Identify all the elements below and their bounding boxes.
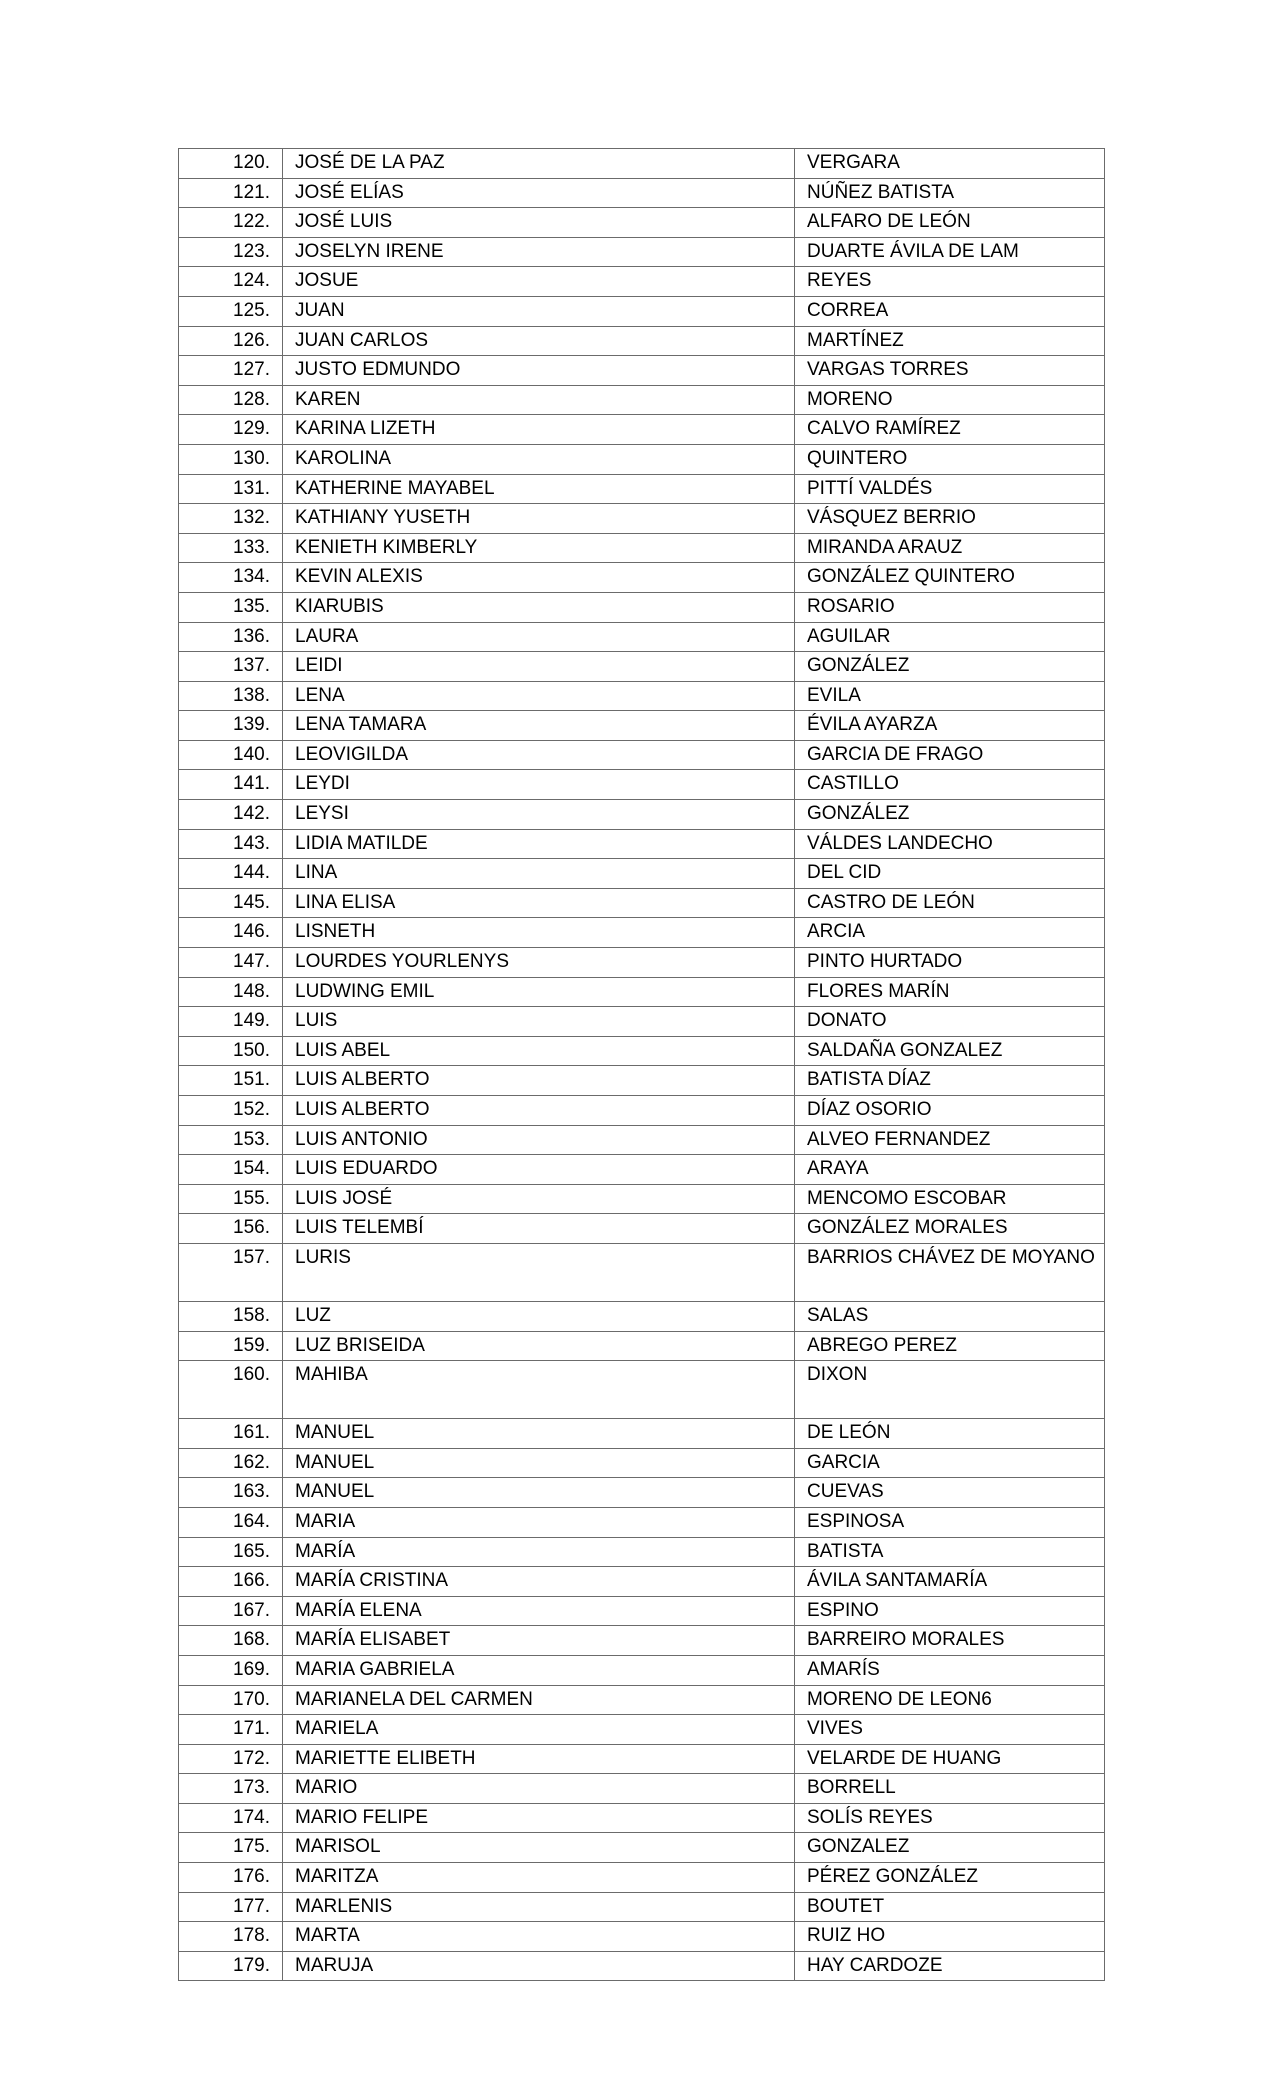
row-number: 171. [179, 1715, 283, 1745]
last-name-cell: AGUILAR [795, 622, 1105, 652]
table-row [179, 237, 1105, 267]
first-name-cell: MARÍA ELENA [283, 1596, 795, 1626]
table-row [179, 267, 1105, 297]
last-name-cell: MENCOMO ESCOBAR [795, 1184, 1105, 1214]
table-row [179, 1155, 1105, 1185]
last-name-cell: GARCIA [795, 1448, 1105, 1478]
last-name-cell: BARREIRO MORALES [795, 1626, 1105, 1656]
first-name-cell: LEYSI [283, 800, 795, 830]
first-name-cell: MARUJA [283, 1951, 795, 1981]
first-name-cell: MANUEL [283, 1478, 795, 1508]
last-name-cell: PITTÍ VALDÉS [795, 474, 1105, 504]
last-name-cell: BATISTA DÍAZ [795, 1066, 1105, 1096]
row-number: 158. [179, 1301, 283, 1331]
table-row [179, 681, 1105, 711]
first-name-cell: JUSTO EDMUNDO [283, 356, 795, 386]
table-row [179, 356, 1105, 386]
row-number: 140. [179, 740, 283, 770]
table-row [179, 800, 1105, 830]
row-number: 132. [179, 504, 283, 534]
row-number: 146. [179, 918, 283, 948]
row-number: 170. [179, 1685, 283, 1715]
table-row [179, 1301, 1105, 1331]
table-row [179, 859, 1105, 889]
last-name-cell: ÉVILA AYARZA [795, 711, 1105, 741]
last-name-cell: GONZÁLEZ [795, 800, 1105, 830]
row-number: 131. [179, 474, 283, 504]
first-name-cell: LUIS JOSÉ [283, 1184, 795, 1214]
table-row [179, 385, 1105, 415]
first-name-cell: LUIS TELEMBÍ [283, 1214, 795, 1244]
table-row [179, 1361, 1105, 1419]
last-name-cell: DE LEÓN [795, 1419, 1105, 1449]
first-name-cell: MARIA GABRIELA [283, 1655, 795, 1685]
row-number: 141. [179, 770, 283, 800]
first-name-cell: JOSELYN IRENE [283, 237, 795, 267]
table-row [179, 1744, 1105, 1774]
last-name-cell: GONZÁLEZ QUINTERO [795, 563, 1105, 593]
table-row [179, 1243, 1105, 1301]
table-row [179, 622, 1105, 652]
last-name-cell: MARTÍNEZ [795, 326, 1105, 356]
last-name-cell: EVILA [795, 681, 1105, 711]
table-row [179, 1833, 1105, 1863]
first-name-cell: KIARUBIS [283, 592, 795, 622]
row-number: 162. [179, 1448, 283, 1478]
last-name-cell: NÚÑEZ BATISTA [795, 178, 1105, 208]
last-name-cell: BOUTET [795, 1892, 1105, 1922]
first-name-cell: MARÍA CRISTINA [283, 1567, 795, 1597]
first-name-cell: KEVIN ALEXIS [283, 563, 795, 593]
table-row [179, 1007, 1105, 1037]
first-name-cell: MAHIBA [283, 1361, 795, 1419]
roster-table [178, 148, 1105, 1981]
last-name-cell: GONZÁLEZ [795, 652, 1105, 682]
first-name-cell: JUAN [283, 296, 795, 326]
first-name-cell: LAURA [283, 622, 795, 652]
first-name-cell: MARTA [283, 1922, 795, 1952]
first-name-cell: MARÍA ELISABET [283, 1626, 795, 1656]
row-number: 125. [179, 296, 283, 326]
table-row [179, 563, 1105, 593]
last-name-cell: ARAYA [795, 1155, 1105, 1185]
row-number: 120. [179, 149, 283, 179]
last-name-cell: CALVO RAMÍREZ [795, 415, 1105, 445]
first-name-cell: KAROLINA [283, 444, 795, 474]
table-row [179, 1507, 1105, 1537]
row-number: 165. [179, 1537, 283, 1567]
last-name-cell: SALDAÑA GONZALEZ [795, 1036, 1105, 1066]
first-name-cell: LEOVIGILDA [283, 740, 795, 770]
last-name-cell: ESPINOSA [795, 1507, 1105, 1537]
row-number: 154. [179, 1155, 283, 1185]
last-name-cell: VÁSQUEZ BERRIO [795, 504, 1105, 534]
table-row [179, 1036, 1105, 1066]
table-row [179, 208, 1105, 238]
row-number: 150. [179, 1036, 283, 1066]
first-name-cell: JUAN CARLOS [283, 326, 795, 356]
table-row [179, 1863, 1105, 1893]
table-row [179, 1567, 1105, 1597]
row-number: 166. [179, 1567, 283, 1597]
table-row [179, 474, 1105, 504]
row-number: 159. [179, 1331, 283, 1361]
first-name-cell: MARITZA [283, 1863, 795, 1893]
last-name-cell: VERGARA [795, 149, 1105, 179]
first-name-cell: LUZ BRISEIDA [283, 1331, 795, 1361]
row-number: 126. [179, 326, 283, 356]
row-number: 177. [179, 1892, 283, 1922]
table-row [179, 770, 1105, 800]
last-name-cell: HAY CARDOZE [795, 1951, 1105, 1981]
table-row [179, 504, 1105, 534]
table-row [179, 652, 1105, 682]
table-row [179, 149, 1105, 179]
table-row [179, 1892, 1105, 1922]
first-name-cell: LUZ [283, 1301, 795, 1331]
first-name-cell: MARIANELA DEL CARMEN [283, 1685, 795, 1715]
row-number: 157. [179, 1243, 283, 1301]
row-number: 151. [179, 1066, 283, 1096]
row-number: 142. [179, 800, 283, 830]
last-name-cell: SOLÍS REYES [795, 1803, 1105, 1833]
row-number: 145. [179, 888, 283, 918]
first-name-cell: LUIS ABEL [283, 1036, 795, 1066]
row-number: 172. [179, 1744, 283, 1774]
table-row [179, 1685, 1105, 1715]
table-row [179, 1478, 1105, 1508]
last-name-cell: QUINTERO [795, 444, 1105, 474]
table-row [179, 1803, 1105, 1833]
first-name-cell: JOSUE [283, 267, 795, 297]
table-row [179, 296, 1105, 326]
table-row [179, 948, 1105, 978]
last-name-cell: CASTRO DE LEÓN [795, 888, 1105, 918]
table-row [179, 1951, 1105, 1981]
row-number: 122. [179, 208, 283, 238]
row-number: 149. [179, 1007, 283, 1037]
table-row [179, 1537, 1105, 1567]
last-name-cell: ROSARIO [795, 592, 1105, 622]
row-number: 135. [179, 592, 283, 622]
first-name-cell: LIDIA MATILDE [283, 829, 795, 859]
last-name-cell: DÍAZ OSORIO [795, 1096, 1105, 1126]
first-name-cell: LENA TAMARA [283, 711, 795, 741]
table-row [179, 326, 1105, 356]
table-row [179, 592, 1105, 622]
table-row [179, 1125, 1105, 1155]
table-row [179, 1774, 1105, 1804]
first-name-cell: JOSÉ LUIS [283, 208, 795, 238]
table-row [179, 1596, 1105, 1626]
table-row [179, 1214, 1105, 1244]
row-number: 152. [179, 1096, 283, 1126]
last-name-cell: BARRIOS CHÁVEZ DE MOYANO [795, 1243, 1105, 1301]
first-name-cell: MARLENIS [283, 1892, 795, 1922]
last-name-cell: CASTILLO [795, 770, 1105, 800]
first-name-cell: MANUEL [283, 1448, 795, 1478]
table-row [179, 888, 1105, 918]
last-name-cell: BATISTA [795, 1537, 1105, 1567]
row-number: 136. [179, 622, 283, 652]
first-name-cell: KATHIANY YUSETH [283, 504, 795, 534]
first-name-cell: MARIA [283, 1507, 795, 1537]
first-name-cell: LOURDES YOURLENYS [283, 948, 795, 978]
table-row [179, 711, 1105, 741]
last-name-cell: GONZÁLEZ MORALES [795, 1214, 1105, 1244]
first-name-cell: MARISOL [283, 1833, 795, 1863]
first-name-cell: LUDWING EMIL [283, 977, 795, 1007]
first-name-cell: JOSÉ ELÍAS [283, 178, 795, 208]
row-number: 144. [179, 859, 283, 889]
first-name-cell: LINA ELISA [283, 888, 795, 918]
last-name-cell: RUIZ HO [795, 1922, 1105, 1952]
first-name-cell: LUIS ALBERTO [283, 1096, 795, 1126]
row-number: 164. [179, 1507, 283, 1537]
first-name-cell: LURIS [283, 1243, 795, 1301]
last-name-cell: VARGAS TORRES [795, 356, 1105, 386]
first-name-cell: KAREN [283, 385, 795, 415]
last-name-cell: DUARTE ÁVILA DE LAM [795, 237, 1105, 267]
row-number: 138. [179, 681, 283, 711]
last-name-cell: BORRELL [795, 1774, 1105, 1804]
last-name-cell: MORENO DE LEON6 [795, 1685, 1105, 1715]
table-row [179, 1419, 1105, 1449]
first-name-cell: LUIS [283, 1007, 795, 1037]
last-name-cell: PINTO HURTADO [795, 948, 1105, 978]
table-row [179, 533, 1105, 563]
row-number: 134. [179, 563, 283, 593]
table-row [179, 178, 1105, 208]
table-row [179, 918, 1105, 948]
table-row [179, 1626, 1105, 1656]
table-row [179, 1448, 1105, 1478]
table-row [179, 1922, 1105, 1952]
row-number: 179. [179, 1951, 283, 1981]
last-name-cell: ALFARO DE LEÓN [795, 208, 1105, 238]
last-name-cell: VIVES [795, 1715, 1105, 1745]
last-name-cell: ESPINO [795, 1596, 1105, 1626]
table-row [179, 415, 1105, 445]
first-name-cell: KATHERINE MAYABEL [283, 474, 795, 504]
first-name-cell: MARIETTE ELIBETH [283, 1744, 795, 1774]
row-number: 155. [179, 1184, 283, 1214]
first-name-cell: LENA [283, 681, 795, 711]
last-name-cell: CUEVAS [795, 1478, 1105, 1508]
last-name-cell: FLORES MARÍN [795, 977, 1105, 1007]
first-name-cell: LINA [283, 859, 795, 889]
row-number: 163. [179, 1478, 283, 1508]
first-name-cell: KENIETH KIMBERLY [283, 533, 795, 563]
row-number: 130. [179, 444, 283, 474]
table-row [179, 1655, 1105, 1685]
last-name-cell: GONZALEZ [795, 1833, 1105, 1863]
row-number: 143. [179, 829, 283, 859]
last-name-cell: PÉREZ GONZÁLEZ [795, 1863, 1105, 1893]
row-number: 156. [179, 1214, 283, 1244]
last-name-cell: REYES [795, 267, 1105, 297]
row-number: 128. [179, 385, 283, 415]
last-name-cell: MIRANDA ARAUZ [795, 533, 1105, 563]
first-name-cell: LUIS EDUARDO [283, 1155, 795, 1185]
first-name-cell: MARIO [283, 1774, 795, 1804]
last-name-cell: ABREGO PEREZ [795, 1331, 1105, 1361]
row-number: 174. [179, 1803, 283, 1833]
last-name-cell: DONATO [795, 1007, 1105, 1037]
row-number: 137. [179, 652, 283, 682]
first-name-cell: MARIELA [283, 1715, 795, 1745]
last-name-cell: MORENO [795, 385, 1105, 415]
row-number: 133. [179, 533, 283, 563]
table-row [179, 1184, 1105, 1214]
last-name-cell: CORREA [795, 296, 1105, 326]
row-number: 161. [179, 1419, 283, 1449]
last-name-cell: ARCIA [795, 918, 1105, 948]
row-number: 148. [179, 977, 283, 1007]
first-name-cell: MANUEL [283, 1419, 795, 1449]
last-name-cell: ÁVILA SANTAMARÍA [795, 1567, 1105, 1597]
row-number: 169. [179, 1655, 283, 1685]
row-number: 176. [179, 1863, 283, 1893]
row-number: 129. [179, 415, 283, 445]
table-row [179, 740, 1105, 770]
row-number: 167. [179, 1596, 283, 1626]
roster-body [179, 149, 1105, 1981]
first-name-cell: MARÍA [283, 1537, 795, 1567]
row-number: 168. [179, 1626, 283, 1656]
table-row [179, 1331, 1105, 1361]
first-name-cell: LUIS ALBERTO [283, 1066, 795, 1096]
first-name-cell: LISNETH [283, 918, 795, 948]
last-name-cell: DIXON [795, 1361, 1105, 1419]
table-row [179, 1096, 1105, 1126]
last-name-cell: VELARDE DE HUANG [795, 1744, 1105, 1774]
first-name-cell: LUIS ANTONIO [283, 1125, 795, 1155]
last-name-cell: VÁLDES LANDECHO [795, 829, 1105, 859]
table-row [179, 1066, 1105, 1096]
first-name-cell: MARIO FELIPE [283, 1803, 795, 1833]
table-row [179, 829, 1105, 859]
table-row [179, 1715, 1105, 1745]
first-name-cell: KARINA LIZETH [283, 415, 795, 445]
row-number: 147. [179, 948, 283, 978]
row-number: 160. [179, 1361, 283, 1419]
first-name-cell: JOSÉ DE LA PAZ [283, 149, 795, 179]
first-name-cell: LEIDI [283, 652, 795, 682]
row-number: 121. [179, 178, 283, 208]
row-number: 123. [179, 237, 283, 267]
table-row [179, 444, 1105, 474]
last-name-cell: AMARÍS [795, 1655, 1105, 1685]
first-name-cell: LEYDI [283, 770, 795, 800]
row-number: 153. [179, 1125, 283, 1155]
last-name-cell: GARCIA DE FRAGO [795, 740, 1105, 770]
row-number: 178. [179, 1922, 283, 1952]
row-number: 175. [179, 1833, 283, 1863]
row-number: 139. [179, 711, 283, 741]
last-name-cell: ALVEO FERNANDEZ [795, 1125, 1105, 1155]
last-name-cell: DEL CID [795, 859, 1105, 889]
row-number: 124. [179, 267, 283, 297]
table-row [179, 977, 1105, 1007]
row-number: 127. [179, 356, 283, 386]
row-number: 173. [179, 1774, 283, 1804]
last-name-cell: SALAS [795, 1301, 1105, 1331]
